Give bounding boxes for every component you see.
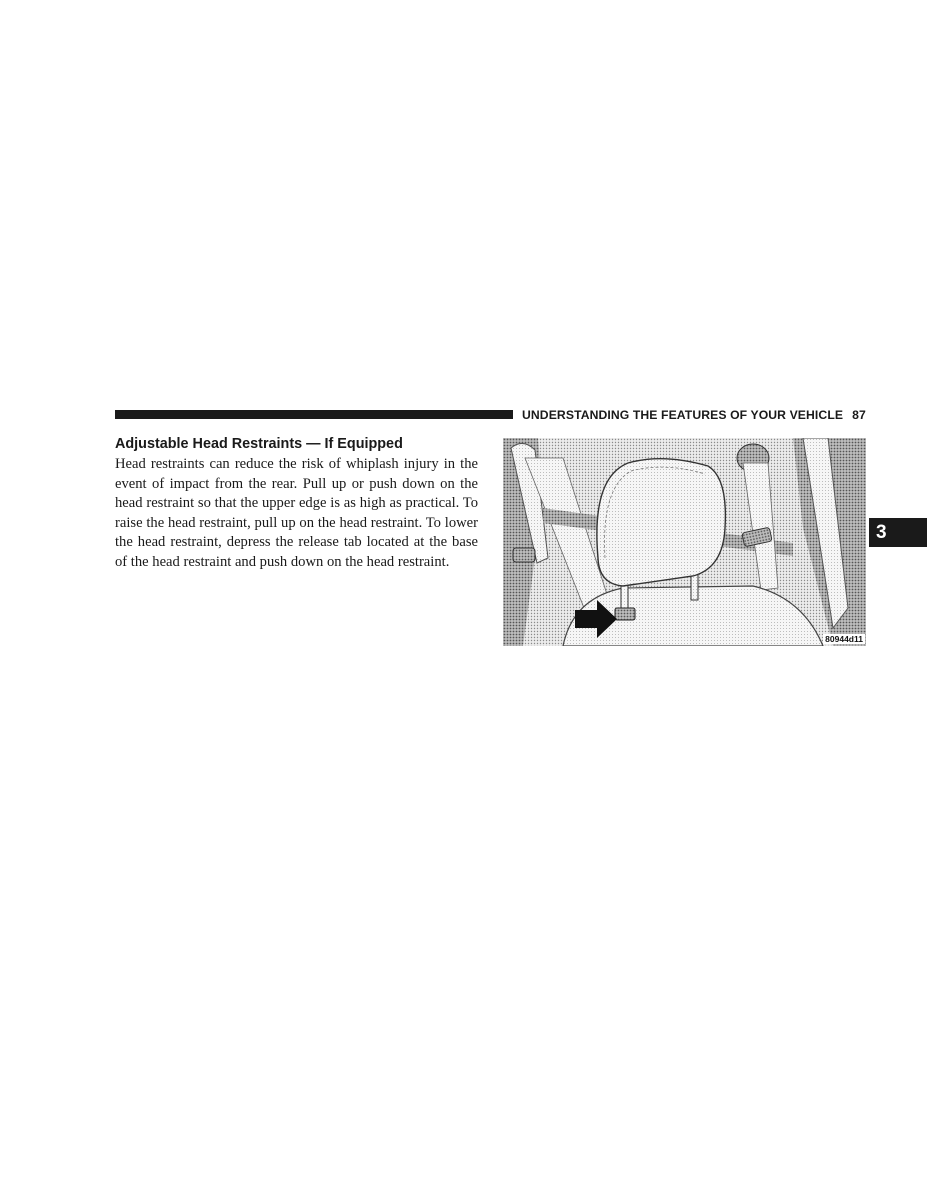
header-rule (115, 410, 513, 419)
chapter-tab: 3 (869, 518, 927, 547)
section-body: Head restraints can reduce the risk of whiplash injury in the event of impact from the rear. Pull up or push down on the head restraint so that the upper edge is as high as practical. To raise the head restraint, pull up on the head restraint. To lower the head restraint, depress the release tab located at the base of the head restraint and push down on the head restraint. (115, 456, 478, 570)
running-header-title: UNDERSTANDING THE FEATURES OF YOUR VEHICLE (522, 408, 844, 422)
page-number: 87 (852, 408, 866, 422)
head-restraint-illustration (503, 438, 866, 646)
section-title: Adjustable Head Restraints — If Equipped (115, 436, 403, 452)
figure-code: 80944d11 (825, 634, 863, 644)
head-restraint-figure (503, 438, 866, 646)
running-header (522, 408, 866, 422)
